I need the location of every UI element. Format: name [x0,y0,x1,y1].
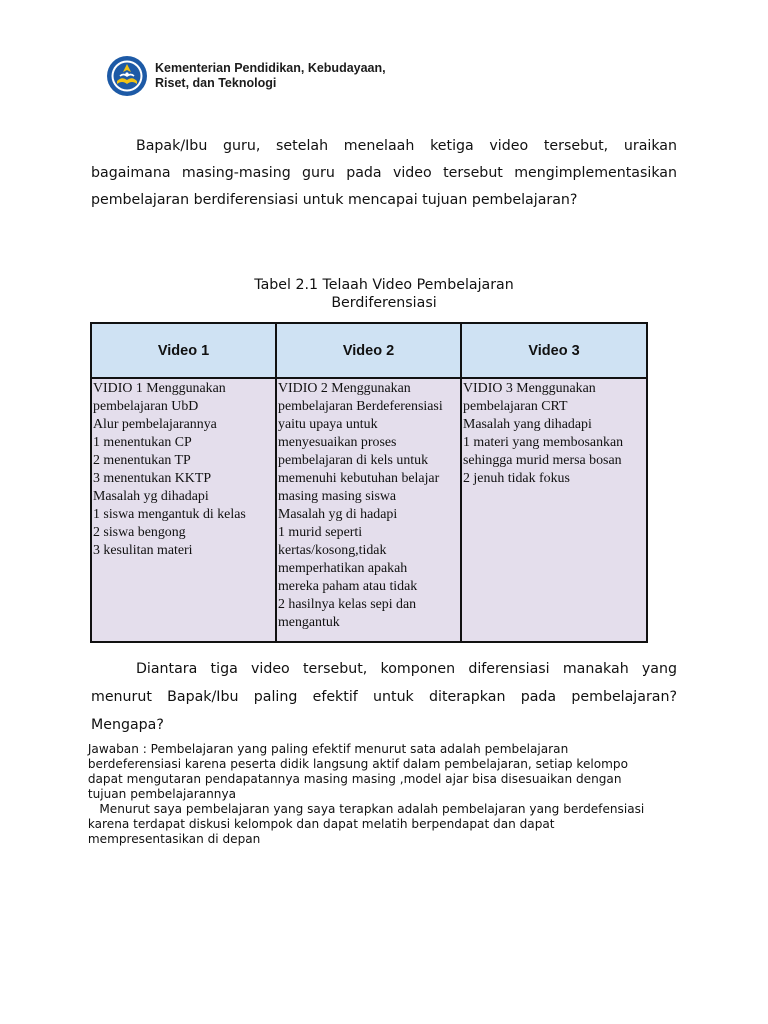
header-video-3: Video 3 [461,323,647,378]
cell-line: 1 materi yang membosankan [463,435,624,450]
question-1-text: Bapak/Ibu guru, setelah menelaah ketiga video tersebut, uraikan bagaimana masing-masing guru pada video tersebut mengimplementasikan pembelajaran berdiferensiasi untuk mencapai tujuan pembelajaran? [91,138,677,208]
cell-line: pembelajaran CRT [463,399,568,414]
cell-line: 3 menentukan KKTP [93,471,212,486]
cell-line: VIDIO 2 Menggunakan [278,381,411,396]
answer-block [84,742,684,847]
cell-line: yaitu upaya untuk [278,417,378,432]
cell-line: Masalah yg dihadapi [93,489,209,504]
table-row [91,378,647,642]
cell-line: 1 menentukan CP [93,435,192,450]
cell-line: 1 murid seperti [278,525,363,540]
cell-video-1 [91,378,276,642]
cell-line: mengantuk [278,615,340,630]
cell-line: 2 menentukan TP [93,453,191,468]
answer-line: tujuan pembelajarannya [84,787,237,801]
header-video-2: Video 2 [276,323,461,378]
cell-video-3 [461,378,647,642]
cell-line: 2 siswa bengong [93,525,186,540]
cell-line: kertas/kosong,tidak [278,543,387,558]
table-caption-line1: Tabel 2.1 Telaah Video Pembelajaran [254,277,514,293]
ministry-name-line1: Kementerian Pendidikan, Kebudayaan, [155,61,386,75]
header-video-1: Video 1 [91,323,276,378]
cell-line: menyesuaikan proses [278,435,397,450]
letterhead [106,54,386,98]
ministry-name-line2: Riset, dan Teknologi [155,76,277,90]
answer-line: Menurut saya pembelajaran yang saya terapkan adalah pembelajaran yang berdefensiasi [84,802,645,816]
question-1 [91,133,677,214]
answer-line: berdeferensiasi karena peserta didik langsung aktif dalam pembelajaran, setiap kelompo [84,757,629,771]
answer-line: mempresentasikan di depan [84,832,261,846]
cell-line: 1 siswa mengantuk di kelas [93,507,246,522]
table-header-row [91,323,647,378]
table-caption-line2: Berdiferensiasi [331,295,437,311]
answer-line: Jawaban : Pembelajaran yang paling efektif menurut sata adalah pembelajaran [84,742,569,756]
question-2 [91,655,677,739]
ministry-logo-icon [106,55,148,97]
cell-line: Masalah yg di hadapi [278,507,398,522]
cell-line: memperhatikan apakah [278,561,408,576]
cell-line: pembelajaran UbD [93,399,199,414]
table-caption [184,276,584,312]
cell-line: mereka paham atau tidak [278,579,418,594]
cell-line: 2 hasilnya kelas sepi dan [278,597,417,612]
video-review-table [90,322,648,643]
cell-line: Alur pembelajarannya [93,417,217,432]
answer-line: karena terdapat diskusi kelompok dan dapat melatih berpendapat dan dapat [84,817,555,831]
cell-line: pembelajaran di kels untuk [278,453,429,468]
cell-line: 2 jenuh tidak fokus [463,471,570,486]
cell-line: memenuhi kebutuhan belajar [278,471,440,486]
question-2-text: Diantara tiga video tersebut, komponen diferensiasi manakah yang menurut Bapak/Ibu paling efektif untuk diterapkan pada pembelajaran? Mengapa? [91,661,677,733]
cell-video-2 [276,378,461,642]
cell-line: Masalah yang dihadapi [463,417,592,432]
ministry-name [155,61,386,91]
cell-line: 3 kesulitan materi [93,543,193,558]
cell-line: VIDIO 1 Menggunakan [93,381,226,396]
cell-line: masing masing siswa [278,489,397,504]
answer-line: dapat mengutaran pendapatannya masing masing ,model ajar bisa disesuaikan dengan [84,772,622,786]
cell-line: sehingga murid mersa bosan [463,453,622,468]
cell-line: pembelajaran Berdeferensiasi [278,399,443,414]
cell-line: VIDIO 3 Menggunakan [463,381,596,396]
